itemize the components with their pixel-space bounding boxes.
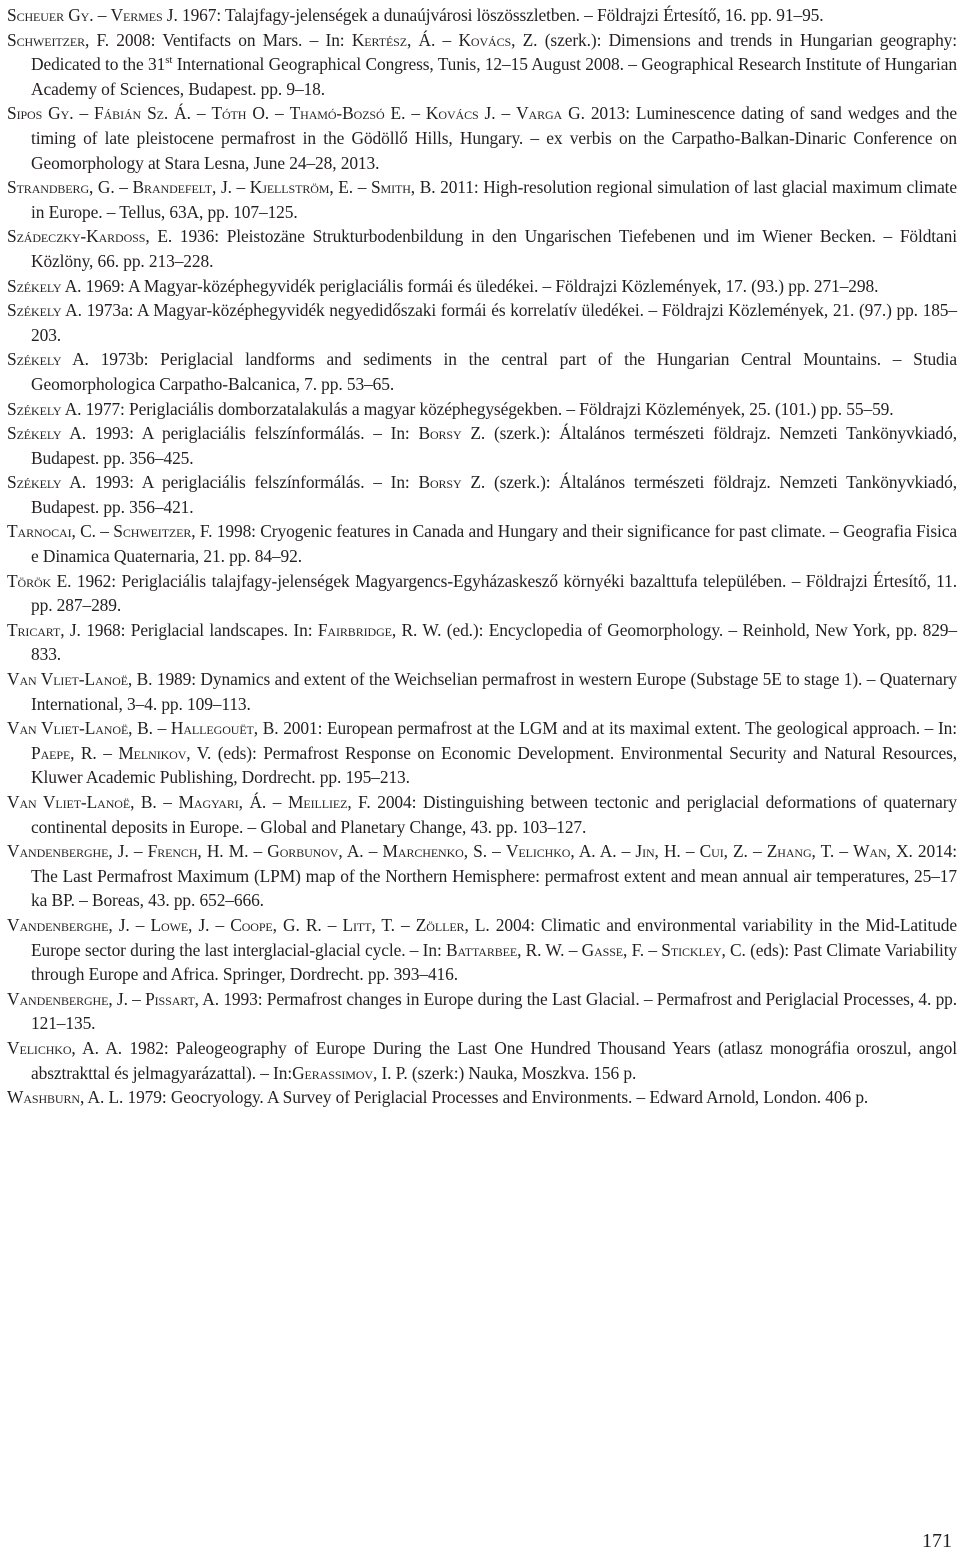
reference-entry	[7, 421, 957, 470]
author-name: Gorbunov, A.	[267, 841, 364, 862]
reference-list	[7, 3, 957, 1110]
author-name: Meilliez, F.	[288, 792, 371, 812]
reference-text: 1993: Permafrost changes in Europe during the Last Glacial. – Permafrost and Periglacial Processes, 4. pp. 121–135.	[31, 988, 958, 1034]
reference-text: International Geographical Congress, Tunis, 12–15 August 2008. – Geographical Research Institute of Hungarian Academy of Sciences, Budapest. pp. 9–18.	[31, 54, 957, 99]
reference-text: –	[156, 792, 179, 812]
reference-text: –	[269, 103, 290, 124]
page-number: 171	[922, 1530, 952, 1552]
reference-entry	[7, 28, 957, 102]
author-name: Tóth O.	[211, 103, 270, 124]
author-name: Kovács J.	[425, 103, 496, 124]
reference-text: 2014: The Last Permafrost Maximum (LPM) map of the Northern Hemisphere: permafrost extent and mean annual air temperatures, 25–17 ka BP. – Boreas, 43. pp. 652–666.	[31, 841, 957, 911]
author-name: Fairbridge, R. W.	[317, 619, 442, 640]
author-name: Székely A.	[7, 300, 82, 321]
author-name: Pissart, A.	[145, 988, 219, 1009]
author-name: Székely A.	[7, 398, 82, 419]
author-name: Velichko, A. A.	[505, 841, 617, 862]
reference-text: 1969: A Magyar-középhegyvidék periglaciális formái és üledékei. – Földrajzi Közlemények, 17. (93.) pp. 271–298.	[81, 275, 879, 296]
reference-text: 1967: Talajfagy-jelenségek a dunaújvárosi löszösszletben. – Földrajzi Értesítő, 16. pp. 91–95.	[177, 5, 824, 25]
reference-text: 1993: A periglaciális felszínformálás. – In:	[85, 472, 419, 493]
author-name: Tarnocai, C.	[7, 521, 96, 542]
reference-entry	[7, 618, 957, 667]
author-name: Wan, X.	[853, 841, 913, 862]
author-name: Szádeczky-Kardoss, E.	[7, 226, 173, 247]
reference-text: 1979: Geocryology. A Survey of Periglacial Processes and Environments. – Edward Arnold, London. 406 p.	[123, 1087, 869, 1108]
reference-entry	[7, 913, 957, 987]
reference-text: –	[127, 988, 146, 1009]
reference-entry	[7, 298, 957, 347]
author-name: Gerassimov, I. P.	[292, 1062, 408, 1083]
author-name: Melnikov, V.	[118, 742, 212, 763]
reference-text: 1968: Periglacial landscapes. In:	[80, 619, 318, 640]
author-name: Borsy Z.	[418, 423, 486, 444]
reference-text: –	[209, 914, 231, 935]
reference-text: 1977: Periglaciális domborzatalakulás a magyar középhegységekben. – Földrajzi Közlemények, 25. (101.) pp. 55–59.	[81, 398, 894, 419]
author-name: French, H. M.	[147, 841, 249, 862]
author-name: Van Vliet-Lanoë, B.	[7, 669, 153, 690]
reference-entry	[7, 667, 957, 716]
author-name: Magyari, Á.	[178, 792, 267, 812]
author-name: Székely A.	[7, 349, 89, 370]
superscript: st	[165, 54, 173, 67]
author-name: Török E.	[7, 570, 72, 591]
reference-entry	[7, 175, 957, 224]
author-name: Strandberg, G.	[7, 177, 115, 198]
author-name: Lowe, J.	[150, 914, 210, 935]
reference-entry	[7, 716, 957, 790]
reference-text: –	[363, 841, 383, 862]
reference-text: –	[152, 718, 171, 739]
author-name: Vandenberghe, J.	[7, 841, 129, 862]
reference-text: (szerk:) Nauka, Moszkva. 156 p.	[407, 1062, 637, 1083]
reference-text: –	[95, 521, 114, 542]
author-name: Tricart, J.	[7, 619, 81, 640]
reference-text: 1993: A periglaciális felszínformálás. – In:	[85, 423, 419, 444]
reference-text: –	[128, 841, 148, 862]
reference-text: 2004: Climatic and environmental variability in the Mid-Latitude Europe sector during the last interglacial-glacial cycle. – In:	[31, 914, 958, 960]
reference-entry	[7, 274, 957, 299]
reference-text: 2001: European permafrost at the LGM and at its maximal extent. The geological approach. – In:	[278, 718, 957, 739]
author-name: Varga G.	[516, 103, 585, 124]
reference-text: –	[495, 103, 517, 124]
reference-text: (szerk.): Dimensions and trends in Hungarian geography: Dedicated to the 31	[31, 29, 957, 75]
author-name: Van Vliet-Lanoë, B.	[7, 792, 157, 812]
author-name: Kertész, Á.	[351, 29, 436, 50]
reference-text: (ed.): Encyclopedia of Geomorphology. – Reinhold, New York, pp. 829–833.	[31, 619, 957, 665]
author-name: Marchenko, S.	[382, 841, 487, 862]
reference-text: –	[680, 841, 700, 862]
reference-entry	[7, 1085, 957, 1110]
author-name: Gasse, F.	[581, 939, 645, 960]
author-name: Battarbee, R. W.	[446, 939, 565, 960]
reference-entry	[7, 101, 957, 175]
reference-entry	[7, 1036, 957, 1085]
author-name: Scheuer Gy.	[7, 5, 94, 25]
author-name: Cui, Z.	[699, 841, 748, 862]
reference-text: 1982: Paleogeography of Europe During the Last One Hundred Thousand Years (atlasz monográfia oroszul, angol absztrakttal és jelmagyarázattal). – In:	[31, 1037, 957, 1083]
author-name: Hallegouët, B.	[170, 718, 279, 739]
reference-text: 1989: Dynamics and extent of the Weichselian permafrost in western Europe (Substage 5E to stage 1). – Quaternary International, 3–4. pp. 109–113.	[31, 669, 957, 714]
author-name: Székely A.	[7, 423, 86, 444]
author-name: Schweitzer, F.	[7, 29, 109, 50]
reference-entry	[7, 987, 957, 1036]
reference-text: –	[93, 5, 111, 25]
reference-text: –	[747, 841, 767, 862]
reference-text: –	[616, 841, 636, 862]
reference-text: 1936: Pleistozäne Strukturbodenbildung in den Ungarischen Tiefebenen und im Wiener Becken. – Földtani Közlöny, 66. pp. 213–228.	[31, 226, 957, 271]
author-name: Brandefelt, J.	[132, 177, 232, 198]
reference-text: –	[321, 914, 343, 935]
reference-text: –	[114, 177, 133, 198]
reference-text: 2013: Luminescence dating of sand wedges and the timing of late pleistocene permafrost in the Gödöllő Hills, Hungary. – ex verbis on the Carpatho-Balkan-Dinaric Conference on Geomorphology at Stara Lesna, June 24–28, 2013.	[31, 103, 958, 173]
author-name: Zöller, L.	[415, 914, 490, 935]
reference-text: –	[394, 914, 416, 935]
reference-text: 1973a: A Magyar-középhegyvidék negyedidőszaki formái és korrelatív üledékei. – Földrajzi Közlemények, 21. (97.) pp. 185–203.	[31, 300, 957, 345]
reference-text: –	[487, 841, 506, 862]
reference-text: (eds): Permafrost Response on Economic Development. Environmental Security and Natural Resources, Kluwer Academic Publishing, Dordrecht. pp. 195–213.	[31, 742, 957, 788]
reference-text: –	[248, 841, 268, 862]
reference-text: –	[834, 841, 854, 862]
reference-text: 1973b: Periglacial landforms and sediments in the central part of the Hungarian Central Mountains. – Studia Geomorphologica Carpatho-Balcanica, 7. pp. 53–65.	[31, 349, 957, 394]
author-name: Schweitzer, F.	[113, 521, 213, 542]
author-name: Székely A.	[7, 275, 82, 296]
reference-entry	[7, 790, 957, 839]
reference-entry	[7, 519, 957, 568]
reference-entry	[7, 224, 957, 273]
reference-entry	[7, 470, 957, 519]
author-name: Van Vliet-Lanoë, B.	[7, 718, 153, 739]
author-name: Smith, B.	[370, 177, 436, 198]
reference-text: –	[564, 939, 582, 960]
reference-text: 1962: Periglaciális talajfagy-jelenségek Magyargencs-Egyházaskesző környéki bazalttufa települében. – Földrajzi Értesítő, 11. pp. 287–289.	[31, 570, 957, 616]
reference-text: 2008: Ventifacts on Mars. – In:	[108, 29, 352, 50]
author-name: Kovács, Z.	[458, 29, 538, 50]
author-name: Litt, T.	[342, 914, 395, 935]
reference-text: –	[129, 914, 151, 935]
author-name: Washburn, A. L.	[7, 1087, 124, 1108]
reference-text: –	[73, 103, 95, 124]
reference-text: –	[405, 103, 426, 124]
reference-text: –	[266, 792, 289, 812]
author-name: Vermes J.	[110, 5, 178, 25]
reference-text: 1998: Cryogenic features in Canada and Hungary and their significance for past climate. – Geografia Fisica e Dinamica Quaternaria, 21. pp. 84–92.	[31, 521, 958, 567]
reference-text: –	[435, 29, 459, 50]
reference-text: –	[231, 177, 250, 198]
author-name: Zhang, T.	[766, 841, 835, 862]
author-name: Stickley, C.	[661, 939, 746, 960]
author-name: Coope, G. R.	[230, 914, 322, 935]
author-name: Székely A.	[7, 472, 86, 493]
reference-entry	[7, 347, 957, 396]
author-name: Thamó-Bozsó E.	[289, 103, 406, 124]
reference-text: –	[353, 177, 371, 198]
reference-text: –	[644, 939, 662, 960]
reference-text: (szerk.): Általános természeti földrajz. Nemzeti Tankönyvkiadó, Budapest. pp. 356–425.	[31, 423, 957, 468]
reference-text: (eds): Past Climate Variability through Europe and Africa. Springer, Dordrecht. pp. 393–416.	[31, 939, 958, 985]
author-name: Vandenberghe, J.	[7, 988, 128, 1009]
author-name: Jin, H.	[635, 841, 681, 862]
reference-text: (szerk.): Általános természeti földrajz. Nemzeti Tankönyvkiadó, Budapest. pp. 356–421.	[31, 472, 957, 517]
author-name: Velichko, A. A.	[7, 1037, 123, 1058]
reference-text: 2011: High-resolution regional simulation of last glacial maximum climate in Europe. – Tellus, 63A, pp. 107–125.	[31, 177, 958, 222]
reference-entry	[7, 569, 957, 618]
author-name: Kjellström, E.	[249, 177, 354, 198]
author-name: Borsy Z.	[418, 472, 486, 493]
reference-text: –	[96, 742, 119, 763]
reference-entry	[7, 397, 957, 422]
reference-text: 2004: Distinguishing between tectonic and periglacial deformations of quaternary continental deposits in Europe. – Global and Planetary Change, 43. pp. 103–127.	[31, 792, 958, 837]
author-name: Fábián Sz. Á.	[94, 103, 191, 124]
reference-text: –	[190, 103, 212, 124]
author-name: Paepe, R.	[31, 742, 97, 763]
author-name: Sipos Gy.	[7, 103, 74, 124]
reference-entry	[7, 3, 957, 28]
reference-entry	[7, 839, 957, 913]
author-name: Vandenberghe, J.	[7, 914, 130, 935]
